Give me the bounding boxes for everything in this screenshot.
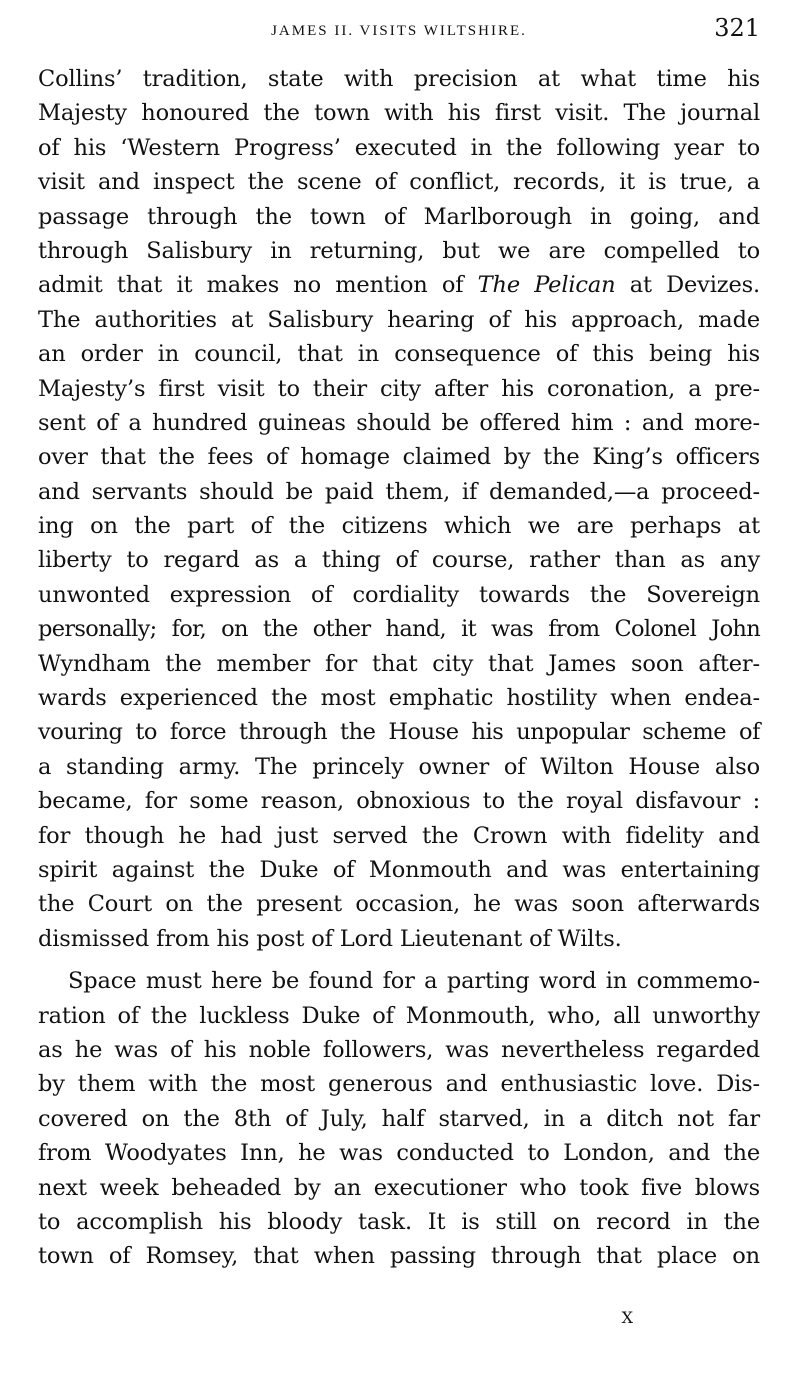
text-line: for though he had just served the Crown with fidelity and bbox=[38, 822, 760, 849]
text-line: ing on the part of the citizens which we are perhaps at bbox=[38, 513, 760, 540]
text-line: the Court on the present occasion, he was soon afterwards bbox=[38, 891, 760, 918]
text-line: to accomplish his bloody task. It is still on record in the bbox=[38, 1208, 760, 1235]
text-line: as he was of his noble followers, was nevertheless regarded bbox=[38, 1036, 760, 1063]
running-title: JAMES II. VISITS WILTSHIRE. bbox=[271, 23, 527, 39]
text-line: The authorities at Salisbury hearing of his approach, made bbox=[38, 306, 760, 333]
text-line: and servants should be paid them, if demanded,—a proceed- bbox=[38, 478, 760, 505]
text-line: unwonted expression of cordiality towards the Sovereign bbox=[38, 581, 760, 608]
running-header bbox=[38, 14, 760, 50]
text-line: liberty to regard as a thing of course, rather than as any bbox=[38, 547, 760, 574]
text-line: next week beheaded by an executioner who took five blows bbox=[38, 1174, 760, 1201]
text-line: visit and inspect the scene of conflict, records, it is true, a bbox=[38, 169, 760, 196]
italic-title: The Pelican bbox=[477, 272, 616, 299]
paragraph-2 bbox=[38, 964, 760, 1274]
text-line: dismissed from his post of Lord Lieutenant of Wilts. bbox=[38, 925, 622, 952]
text-line: Space must here be found for a parting word in commemo- bbox=[68, 968, 760, 995]
text-line: personally; for, on the other hand, it was from Colonel John bbox=[38, 616, 760, 643]
text-line: a standing army. The princely owner of Wilton House also bbox=[38, 753, 760, 780]
text-line: Wyndham the member for that city that James soon after- bbox=[38, 650, 760, 677]
text-line-with-italic: admit that it makes no mention of The Pelican at Devizes. bbox=[38, 272, 761, 299]
text-line: spirit against the Duke of Monmouth and was entertaining bbox=[38, 856, 760, 883]
text-line: Collins’ tradition, state with precision at what time his bbox=[38, 66, 760, 92]
text-line: vouring to force through the House his unpopular scheme of bbox=[38, 719, 760, 746]
paragraph-1 bbox=[38, 62, 760, 956]
text-line: wards experienced the most emphatic hostility when endea- bbox=[38, 685, 760, 712]
text-line: town of Romsey, that when passing through that place on bbox=[38, 1243, 760, 1270]
text-line: by them with the most generous and enthusiastic love. Dis- bbox=[38, 1071, 760, 1098]
signature-mark: X bbox=[621, 1308, 634, 1327]
text-line: through Salisbury in returning, but we are compelled to bbox=[38, 237, 760, 264]
text-line: of his ‘Western Progress’ executed in the following year to bbox=[38, 134, 760, 161]
page-number: 321 bbox=[714, 14, 760, 42]
text-line: passage through the town of Marlborough in going, and bbox=[38, 203, 760, 230]
text-line: became, for some reason, obnoxious to the royal disfavour : bbox=[38, 788, 760, 815]
text-line: sent of a hundred guineas should be offered him : and more- bbox=[38, 409, 760, 436]
body-text bbox=[38, 62, 760, 1274]
text-line: from Woodyates Inn, he was conducted to London, and the bbox=[38, 1140, 760, 1167]
text-line: ration of the luckless Duke of Monmouth, who, all unworthy bbox=[38, 1002, 760, 1029]
text-line: Majesty honoured the town with his first visit. The journal bbox=[38, 100, 760, 127]
text-line: Majesty’s first visit to their city after his coronation, a pre- bbox=[38, 375, 760, 402]
text-line: covered on the 8th of July, half starved, in a ditch not far bbox=[38, 1105, 760, 1132]
text-line: an order in council, that in consequence of this being his bbox=[38, 341, 760, 368]
text-line: over that the fees of homage claimed by the King’s officers bbox=[38, 444, 760, 471]
